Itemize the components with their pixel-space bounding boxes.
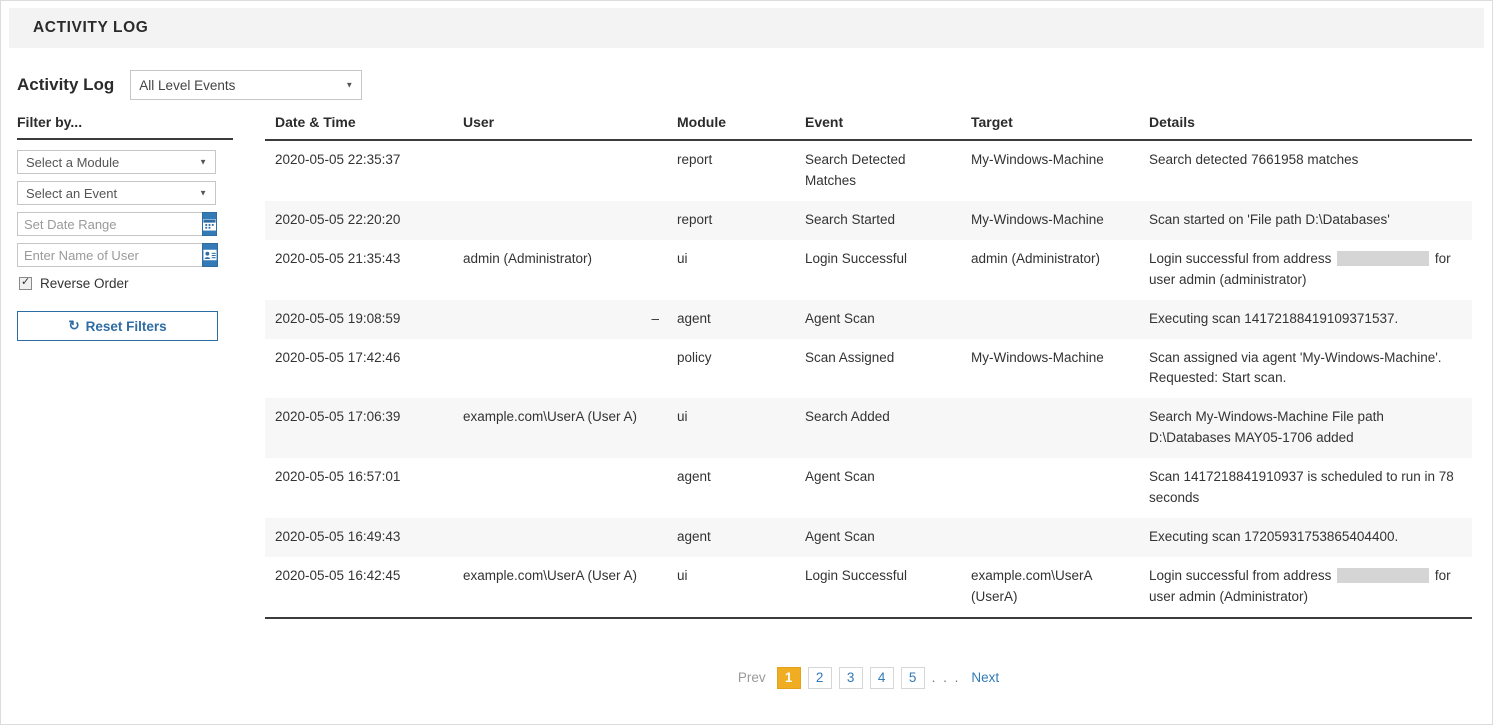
column-header-target[interactable]: Target	[961, 114, 1139, 140]
cell-details: Scan assigned via agent 'My-Windows-Machine'. Requested: Start scan.	[1149, 349, 1442, 386]
pagination-page-2[interactable]: 2	[808, 667, 832, 689]
cell-datetime: 2020-05-05 17:06:39	[275, 409, 401, 425]
cell-target[interactable]: example.com\UserA (UserA)	[961, 557, 1139, 618]
pagination-prev[interactable]: Prev	[737, 670, 766, 686]
cell-user	[453, 201, 667, 240]
cell-module[interactable]: ui	[677, 409, 688, 425]
date-range-input[interactable]	[17, 212, 202, 236]
chevron-down-icon: ▼	[345, 80, 354, 90]
cell-event[interactable]: Search Started	[805, 211, 896, 227]
table-header-row	[265, 114, 1472, 140]
reset-filters-button[interactable]	[17, 311, 218, 341]
cell-details	[1139, 240, 1472, 300]
cell-event[interactable]: Agent Scan	[805, 529, 875, 545]
page-header-title: ACTIVITY LOG	[33, 19, 149, 36]
pagination-next[interactable]: Next	[971, 670, 1000, 686]
cell-target[interactable]: My-Windows-Machine	[971, 211, 1104, 227]
cell-module[interactable]: agent	[677, 529, 711, 545]
details-text-after: for user admin (Administrator)	[1149, 567, 1451, 604]
pagination-page-5[interactable]: 5	[901, 667, 925, 689]
content-area	[1, 114, 1492, 689]
module-select[interactable]	[17, 150, 216, 174]
details-text-before: Login successful from address	[1149, 567, 1332, 583]
cell-user[interactable]: example.com\UserA (User A)	[463, 409, 638, 425]
activity-table-area	[265, 114, 1472, 689]
event-select[interactable]	[17, 181, 216, 205]
pagination	[265, 667, 1472, 689]
module-select-value: Select a Module	[26, 154, 120, 170]
filter-heading: Filter by...	[17, 114, 233, 140]
chevron-down-icon: ▼	[199, 157, 207, 167]
pagination-ellipsis: . . .	[931, 670, 961, 686]
cell-user	[453, 458, 667, 518]
cell-details: Executing scan 14172188419109371537.	[1149, 310, 1399, 326]
toolbar	[17, 70, 1492, 100]
cell-event[interactable]: Agent Scan	[805, 469, 875, 485]
cell-details: Scan started on 'File path D:\Databases'	[1149, 211, 1390, 227]
cell-module[interactable]: ui	[677, 250, 688, 266]
user-name-group	[17, 243, 216, 267]
cell-details: Scan 1417218841910937 is scheduled to run in 78 seconds	[1149, 469, 1454, 506]
cell-user	[453, 140, 667, 201]
cell-event[interactable]: Scan Assigned	[805, 349, 895, 365]
table-row	[265, 458, 1472, 518]
table-row	[265, 300, 1472, 339]
reverse-order-checkbox[interactable]	[19, 277, 32, 290]
cell-target[interactable]: My-Windows-Machine	[971, 349, 1104, 365]
details-text-before: Login successful from address	[1149, 250, 1332, 266]
cell-module[interactable]: agent	[677, 310, 711, 326]
event-select-value: Select an Event	[26, 185, 118, 201]
cell-user: –	[651, 310, 659, 326]
cell-details: Executing scan 17205931753865404400.	[1149, 529, 1399, 545]
cell-module[interactable]: ui	[667, 557, 795, 618]
table-row	[265, 557, 1472, 618]
cell-target	[961, 518, 1139, 557]
redacted-address	[1337, 568, 1429, 583]
cell-details: Search My-Windows-Machine File path D:\Databases MAY05-1706 added	[1149, 409, 1384, 446]
calendar-icon[interactable]	[202, 212, 217, 236]
cell-user[interactable]: example.com\UserA (User A)	[453, 557, 667, 618]
cell-datetime: 2020-05-05 21:35:43	[275, 250, 401, 266]
user-name-input[interactable]	[17, 243, 202, 267]
details-text-after: for user admin (administrator)	[1149, 250, 1451, 287]
page-title: Activity Log	[17, 75, 115, 94]
redacted-address	[1337, 251, 1429, 266]
cell-user[interactable]: admin (Administrator)	[463, 250, 593, 266]
level-events-select[interactable]	[130, 70, 362, 100]
pagination-page-3[interactable]: 3	[839, 667, 863, 689]
level-events-select-value: All Level Events	[139, 77, 236, 93]
table-body	[265, 140, 1472, 618]
cell-details	[1139, 557, 1472, 618]
cell-event[interactable]: Login Successful	[805, 250, 908, 266]
cell-datetime: 2020-05-05 22:20:20	[275, 211, 401, 227]
cell-module[interactable]: report	[677, 211, 713, 227]
column-header-module[interactable]: Module	[667, 114, 795, 140]
user-card-icon[interactable]	[202, 243, 218, 267]
column-header-user[interactable]: User	[453, 114, 667, 140]
cell-target	[961, 300, 1139, 339]
refresh-icon: ↻	[68, 318, 80, 333]
cell-target	[961, 458, 1139, 518]
cell-datetime: 2020-05-05 16:42:45	[265, 557, 453, 618]
cell-event[interactable]: Search Added	[805, 409, 890, 425]
pagination-page-4[interactable]: 4	[870, 667, 894, 689]
table-row	[265, 518, 1472, 557]
table-row	[265, 140, 1472, 201]
cell-event[interactable]: Agent Scan	[805, 310, 875, 326]
cell-module[interactable]: policy	[677, 349, 712, 365]
cell-user	[453, 339, 667, 399]
table-row	[265, 398, 1472, 458]
cell-module[interactable]: agent	[677, 469, 711, 485]
cell-event[interactable]: Login Successful	[795, 557, 961, 618]
cell-datetime: 2020-05-05 22:35:37	[275, 152, 401, 167]
cell-user	[453, 518, 667, 557]
cell-event[interactable]: Search Detected Matches	[805, 152, 906, 188]
column-header-event[interactable]: Event	[795, 114, 961, 140]
cell-datetime: 2020-05-05 19:08:59	[275, 310, 401, 326]
column-header-datetime[interactable]: Date & Time	[265, 114, 453, 140]
table-header	[265, 114, 1472, 140]
pagination-page-1[interactable]: 1	[777, 667, 801, 689]
table-row	[265, 240, 1472, 300]
activity-log-table	[265, 114, 1472, 619]
reverse-order-row[interactable]	[19, 276, 233, 291]
cell-datetime: 2020-05-05 16:49:43	[275, 529, 401, 545]
column-header-details[interactable]: Details	[1139, 114, 1472, 140]
cell-target	[961, 398, 1139, 458]
cell-module[interactable]: report	[677, 152, 713, 167]
cell-datetime: 2020-05-05 16:57:01	[275, 469, 401, 485]
cell-target[interactable]: admin (Administrator)	[971, 250, 1101, 266]
reset-filters-label: Reset Filters	[85, 318, 167, 334]
filter-sidebar	[17, 114, 233, 689]
date-range-group	[17, 212, 216, 236]
cell-datetime: 2020-05-05 17:42:46	[275, 349, 401, 365]
table-row	[265, 201, 1472, 240]
chevron-down-icon: ▼	[199, 188, 207, 198]
reverse-order-label: Reverse Order	[40, 276, 129, 291]
table-row	[265, 339, 1472, 399]
page-header	[9, 8, 1484, 48]
cell-target[interactable]: My-Windows-Machine	[971, 152, 1104, 167]
cell-details: Search detected 7661958 matches	[1149, 152, 1359, 167]
